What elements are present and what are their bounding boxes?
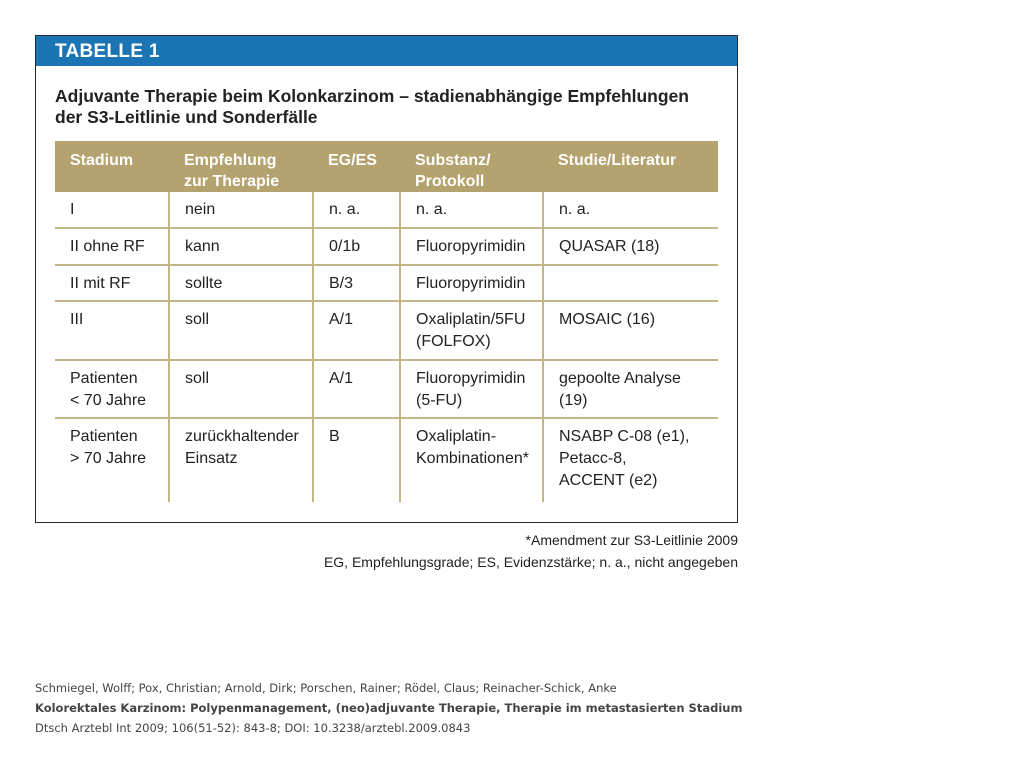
- table-cell: III: [55, 301, 169, 360]
- table-cell: II ohne RF: [55, 228, 169, 265]
- table-cell: Patienten < 70 Jahre: [55, 360, 169, 418]
- footnote-amendment: *Amendment zur S3-Leitlinie 2009: [525, 532, 738, 548]
- title-line: der S3-Leitlinie und Sonderfälle: [55, 107, 318, 127]
- table-cell: B/3: [313, 265, 400, 301]
- table-cell: Oxaliplatin- Kombinationen*: [400, 418, 543, 502]
- table-cell: B: [313, 418, 400, 502]
- table-row: [55, 228, 718, 265]
- citation-authors: Schmiegel, Wolff; Pox, Christian; Arnold, Dirk; Porschen, Rainer; Rödel, Claus; Reinacher-Schick, Anke: [35, 681, 617, 695]
- table-body: [55, 192, 718, 502]
- citation: [35, 678, 742, 738]
- table-cell: n. a.: [543, 192, 718, 228]
- figure-label: TABELLE 1: [36, 36, 737, 66]
- therapy-table: [55, 141, 718, 502]
- title-line: Adjuvante Therapie beim Kolonkarzinom – stadienabhängige Empfehlungen: [55, 86, 689, 106]
- column-header-empfehlung: Empfehlung zur Therapie: [169, 141, 313, 192]
- table-cell: n. a.: [313, 192, 400, 228]
- column-header-studie: Studie/Literatur: [543, 141, 718, 192]
- table-cell: QUASAR (18): [543, 228, 718, 265]
- table-header: [55, 141, 718, 192]
- table-row: [55, 301, 718, 360]
- table-cell: NSABP C-08 (e1), Petacc-8, ACCENT (e2): [559, 428, 690, 489]
- table-cell: Fluoropyrimidin (5-FU): [400, 360, 543, 418]
- table-cell: A/1: [313, 301, 400, 360]
- table-cell: sollte: [169, 265, 313, 301]
- table-cell: Oxaliplatin/5FU (FOLFOX): [400, 301, 543, 360]
- table-cell: nein: [169, 192, 313, 228]
- table-footnotes: [324, 529, 738, 573]
- table-figure: [35, 35, 738, 523]
- citation-title: Kolorektales Karzinom: Polypenmanagement, (neo)adjuvante Therapie, Therapie im metastasierten Stadium: [35, 701, 743, 715]
- table-cell: MOSAIC (16): [543, 301, 718, 360]
- table-row: [55, 418, 718, 502]
- citation-source: Dtsch Arztebl Int 2009; 106(51-52): 843-8; DOI: 10.3238/arztebl.2009.0843: [35, 721, 471, 735]
- column-header-stadium: Stadium: [55, 141, 169, 192]
- table-cell: zurückhaltender Einsatz: [169, 418, 313, 502]
- table-row: [55, 192, 718, 228]
- column-header-substanz: Substanz/ Protokoll: [400, 141, 543, 192]
- table-cell: soll: [169, 301, 313, 360]
- table-cell: A/1: [313, 360, 400, 418]
- table-cell: II mit RF: [55, 265, 169, 301]
- table-row: [55, 265, 718, 301]
- table-cell: 0/1b: [313, 228, 400, 265]
- table-cell: Fluoropyrimidin: [400, 265, 543, 301]
- table-cell: [543, 265, 718, 301]
- table-cell: Patienten > 70 Jahre: [55, 418, 169, 502]
- table-cell: n. a.: [400, 192, 543, 228]
- table-row: [55, 360, 718, 418]
- table-cell: kann: [169, 228, 313, 265]
- table-cell: gepoolte Analyse (19): [543, 360, 718, 418]
- table-header-row: [55, 141, 718, 192]
- footnote-abbreviations: EG, Empfehlungsgrade; ES, Evidenzstärke; n. a., nicht angegeben: [323, 554, 738, 570]
- column-header-eg-es: EG/ES: [313, 141, 400, 192]
- table-title: [55, 86, 715, 128]
- table-cell: Fluoropyrimidin: [400, 228, 543, 265]
- table-cell: soll: [169, 360, 313, 418]
- table-cell: I: [55, 192, 169, 228]
